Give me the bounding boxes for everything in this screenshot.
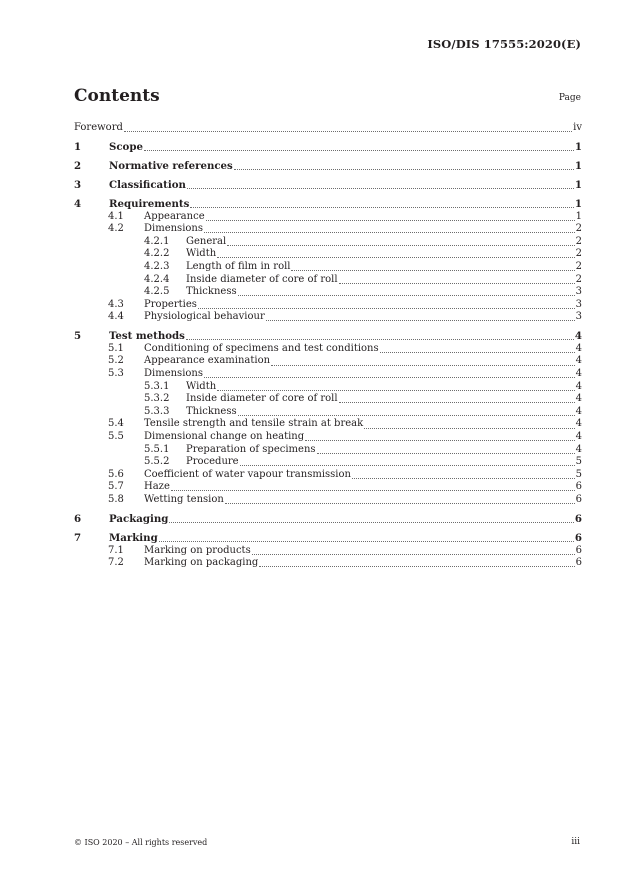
toc-entry-number: 5.3 bbox=[108, 368, 124, 380]
toc-entry[interactable] bbox=[74, 456, 582, 469]
dot-leader bbox=[171, 490, 575, 491]
toc-entry-page: 6 bbox=[574, 512, 582, 525]
toc-entry[interactable] bbox=[74, 160, 582, 173]
toc-entry-number: 2 bbox=[74, 159, 82, 172]
toc-entry[interactable] bbox=[74, 261, 582, 274]
dot-leader bbox=[206, 220, 575, 221]
dot-leader bbox=[364, 428, 574, 429]
toc-entry-page: iv bbox=[573, 122, 582, 133]
toc-entry-title: Foreword bbox=[74, 122, 123, 133]
toc-entry[interactable] bbox=[74, 418, 582, 431]
toc-entry-title: Classification bbox=[109, 178, 186, 191]
toc-entry-page: 1 bbox=[575, 210, 582, 222]
dot-leader bbox=[217, 257, 574, 258]
dot-leader bbox=[187, 188, 574, 189]
toc-entry-title: Length of film in roll bbox=[186, 260, 291, 272]
toc-entry-number: 5.2 bbox=[108, 355, 124, 367]
toc-entry-number: 5.5 bbox=[108, 431, 124, 443]
dot-leader bbox=[305, 440, 574, 441]
toc-entry-title: Requirements bbox=[109, 197, 190, 210]
toc-entry-title: Appearance examination bbox=[144, 355, 271, 367]
toc-entry-number: 1 bbox=[74, 140, 82, 153]
toc-entry[interactable] bbox=[74, 532, 582, 545]
toc-entry-number: 5.6 bbox=[108, 468, 124, 480]
dot-leader bbox=[198, 308, 575, 309]
dot-leader bbox=[204, 377, 575, 378]
toc-entry[interactable] bbox=[74, 299, 582, 312]
toc-entry-page: 4 bbox=[575, 355, 582, 367]
toc-entry-page: 4 bbox=[575, 418, 582, 430]
toc-entry-number: 4.3 bbox=[108, 298, 124, 310]
toc-entry-number: 7 bbox=[74, 531, 82, 544]
toc-entry-page: 2 bbox=[575, 235, 582, 247]
toc-entry-number: 4 bbox=[74, 197, 82, 210]
dot-leader bbox=[227, 245, 574, 246]
toc-entry-title: Test methods bbox=[109, 330, 185, 343]
toc-entry-page: 1 bbox=[574, 140, 582, 153]
dot-leader bbox=[352, 478, 575, 479]
dot-leader bbox=[271, 365, 575, 366]
toc-entry-page: 4 bbox=[574, 330, 582, 343]
toc-entry-page: 5 bbox=[575, 456, 582, 468]
toc-entry-number: 5.5.1 bbox=[144, 443, 170, 455]
toc-entry-number: 5.5.2 bbox=[144, 456, 170, 468]
toc-entry-title: Properties bbox=[144, 298, 197, 310]
toc-entry-title: Dimensions bbox=[144, 368, 203, 380]
toc-entry[interactable] bbox=[74, 343, 582, 356]
table-of-contents bbox=[74, 122, 582, 570]
toc-entry-number: 3 bbox=[74, 178, 82, 191]
document-id: ISO/DIS 17555:2020(E) bbox=[427, 37, 581, 51]
toc-entry-page: 6 bbox=[575, 481, 582, 493]
toc-entry-page: 4 bbox=[575, 393, 582, 405]
page-column-label: Page bbox=[558, 93, 581, 103]
toc-entry[interactable] bbox=[74, 211, 582, 224]
dot-leader bbox=[380, 352, 575, 353]
toc-entry-number: 5.8 bbox=[108, 493, 124, 505]
toc-entry[interactable] bbox=[74, 368, 582, 381]
toc-entry-number: 4.2.3 bbox=[144, 260, 170, 272]
toc-entry-page: 5 bbox=[575, 468, 582, 480]
toc-entry-title: Scope bbox=[109, 140, 143, 153]
toc-entry-title: Appearance bbox=[144, 210, 205, 222]
toc-entry-page: 4 bbox=[575, 380, 582, 392]
dot-leader bbox=[238, 295, 575, 296]
toc-entry-page: 4 bbox=[575, 368, 582, 380]
toc-entry[interactable] bbox=[74, 557, 582, 570]
toc-entry-title: Inside diameter of core of roll bbox=[186, 393, 338, 405]
toc-entry-title: General bbox=[186, 235, 227, 247]
toc-entry[interactable] bbox=[74, 355, 582, 368]
toc-entry[interactable] bbox=[74, 223, 582, 236]
toc-entry-number: 6 bbox=[74, 512, 82, 525]
toc-entry-page: 2 bbox=[575, 260, 582, 272]
toc-entry-title: Marking bbox=[109, 531, 158, 544]
toc-entry[interactable] bbox=[74, 274, 582, 287]
dot-leader bbox=[238, 415, 575, 416]
dot-leader bbox=[217, 390, 574, 391]
toc-entry[interactable] bbox=[74, 236, 582, 249]
toc-entry-number: 4.2.1 bbox=[144, 235, 170, 247]
dot-leader bbox=[266, 320, 575, 321]
toc-entry-page: 2 bbox=[575, 223, 582, 235]
toc-entry-number: 7.2 bbox=[108, 557, 124, 569]
toc-entry-title: Width bbox=[186, 380, 217, 392]
toc-entry-number: 4.1 bbox=[108, 210, 124, 222]
toc-entry-page: 6 bbox=[575, 544, 582, 556]
dot-leader bbox=[252, 554, 575, 555]
toc-entry-title: Preparation of specimens bbox=[186, 443, 316, 455]
toc-entry-page: 1 bbox=[574, 159, 582, 172]
toc-entry[interactable] bbox=[74, 179, 582, 192]
toc-entry-number: 7.1 bbox=[108, 544, 124, 556]
dot-leader bbox=[225, 503, 575, 504]
toc-entry-number: 4.2.4 bbox=[144, 273, 170, 285]
toc-entry[interactable] bbox=[74, 381, 582, 394]
toc-entry-page: 4 bbox=[575, 431, 582, 443]
dot-leader bbox=[339, 283, 575, 284]
toc-entry-page: 1 bbox=[574, 178, 582, 191]
toc-entry-title: Marking on products bbox=[144, 544, 251, 556]
dot-leader bbox=[339, 402, 575, 403]
toc-entry[interactable] bbox=[74, 393, 582, 406]
toc-entry-title: Normative references bbox=[109, 159, 233, 172]
copyright-notice: © ISO 2020 – All rights reserved bbox=[74, 838, 208, 847]
toc-entry[interactable] bbox=[74, 431, 582, 444]
toc-entry-page: 3 bbox=[575, 311, 582, 323]
toc-entry-number: 4.2.2 bbox=[144, 248, 170, 260]
dot-leader bbox=[144, 150, 574, 151]
toc-entry[interactable] bbox=[74, 122, 582, 135]
dot-leader bbox=[259, 566, 574, 567]
page-number: iii bbox=[571, 837, 580, 847]
toc-entry-page: 4 bbox=[575, 342, 582, 354]
toc-entry[interactable] bbox=[74, 198, 582, 211]
toc-entry-page: 4 bbox=[575, 405, 582, 417]
toc-entry-page: 1 bbox=[574, 197, 582, 210]
toc-entry[interactable] bbox=[74, 444, 582, 457]
toc-entry-number: 5.3.3 bbox=[144, 405, 170, 417]
dot-leader bbox=[234, 169, 574, 170]
toc-entry-title: Conditioning of specimens and test conditions bbox=[144, 342, 379, 354]
toc-entry[interactable] bbox=[74, 469, 582, 482]
dot-leader bbox=[317, 453, 575, 454]
toc-entry-title: Thickness bbox=[186, 405, 237, 417]
toc-entry-page: 6 bbox=[574, 531, 582, 544]
toc-entry-title: Thickness bbox=[186, 286, 237, 298]
toc-entry-number: 5.7 bbox=[108, 481, 124, 493]
toc-entry-title: Tensile strength and tensile strain at break bbox=[144, 418, 364, 430]
toc-entry-page: 3 bbox=[575, 286, 582, 298]
page-title: Contents bbox=[74, 86, 160, 106]
toc-entry-number: 5 bbox=[74, 330, 82, 343]
toc-entry-number: 4.2.5 bbox=[144, 286, 170, 298]
toc-entry-title: Dimensional change on heating bbox=[144, 431, 305, 443]
toc-entry-number: 4.2 bbox=[108, 223, 124, 235]
dot-leader bbox=[190, 207, 574, 208]
toc-entry-title: Coefficient of water vapour transmission bbox=[144, 468, 351, 480]
toc-entry-title: Haze bbox=[144, 481, 170, 493]
toc-entry-number: 4.4 bbox=[108, 311, 124, 323]
toc-entry[interactable] bbox=[74, 481, 582, 494]
toc-entry[interactable] bbox=[74, 311, 582, 324]
dot-leader bbox=[169, 522, 574, 523]
toc-entry-number: 5.3.1 bbox=[144, 380, 170, 392]
dot-leader bbox=[291, 270, 574, 271]
dot-leader bbox=[124, 131, 572, 132]
toc-entry-title: Dimensions bbox=[144, 223, 203, 235]
toc-entry[interactable] bbox=[74, 545, 582, 558]
toc-entry[interactable] bbox=[74, 494, 582, 507]
toc-entry-title: Procedure bbox=[186, 456, 239, 468]
toc-entry-title: Marking on packaging bbox=[144, 557, 259, 569]
toc-entry[interactable] bbox=[74, 141, 582, 154]
toc-entry[interactable] bbox=[74, 513, 582, 526]
dot-leader bbox=[204, 232, 575, 233]
toc-entry-title: Inside diameter of core of roll bbox=[186, 273, 338, 285]
toc-entry[interactable] bbox=[74, 286, 582, 299]
toc-entry-page: 4 bbox=[575, 443, 582, 455]
dot-leader bbox=[186, 339, 574, 340]
toc-entry-number: 5.3.2 bbox=[144, 393, 170, 405]
toc-entry-title: Width bbox=[186, 248, 217, 260]
toc-entry-page: 2 bbox=[575, 273, 582, 285]
toc-entry-page: 2 bbox=[575, 248, 582, 260]
dot-leader bbox=[159, 541, 574, 542]
toc-entry-title: Physiological behaviour bbox=[144, 311, 265, 323]
dot-leader bbox=[240, 465, 575, 466]
toc-entry-number: 5.1 bbox=[108, 342, 124, 354]
toc-entry-page: 3 bbox=[575, 298, 582, 310]
toc-entry[interactable] bbox=[74, 406, 582, 419]
toc-entry-title: Packaging bbox=[109, 512, 169, 525]
toc-entry[interactable] bbox=[74, 330, 582, 343]
toc-entry-number: 5.4 bbox=[108, 418, 124, 430]
toc-entry-page: 6 bbox=[575, 557, 582, 569]
toc-entry-page: 6 bbox=[575, 493, 582, 505]
toc-entry-title: Wetting tension bbox=[144, 493, 224, 505]
toc-entry[interactable] bbox=[74, 248, 582, 261]
